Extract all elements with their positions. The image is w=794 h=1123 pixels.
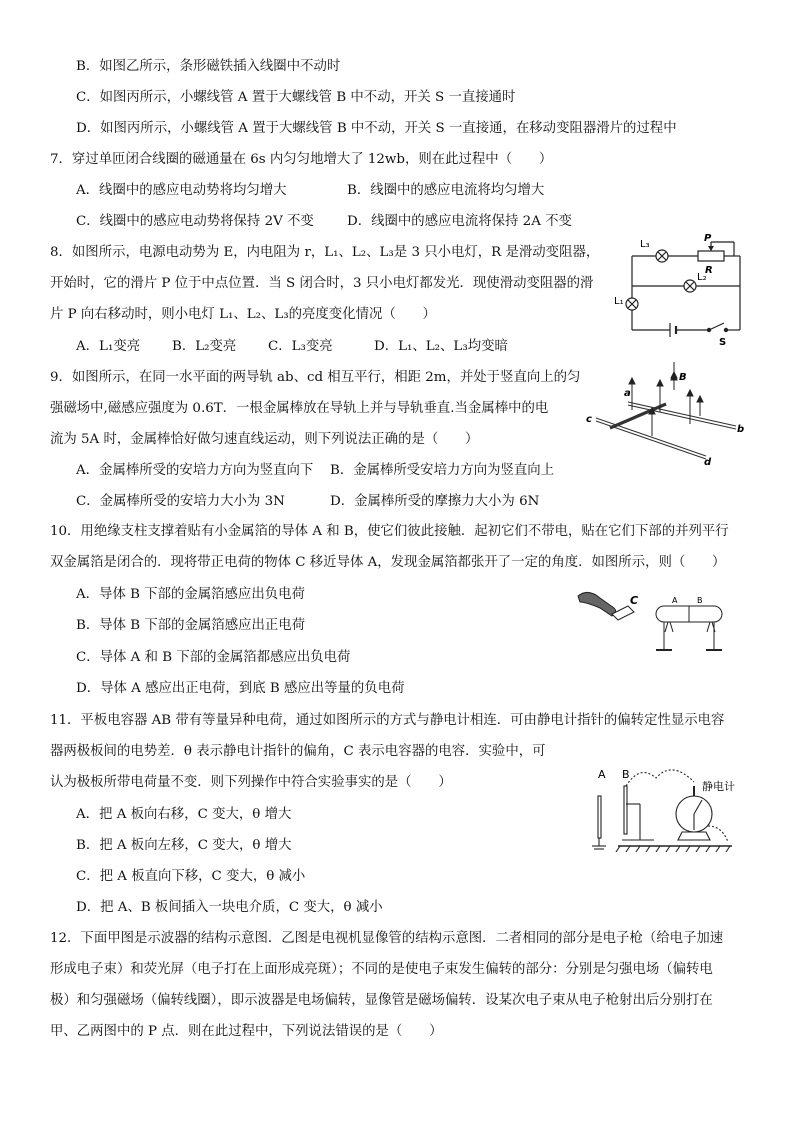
q8-fig-label-p: P	[704, 233, 712, 244]
q11-option-d: D．把 A、B 板间插入一块电介质，C 变大，θ 减小	[76, 900, 383, 915]
q8-option-c: C．L₃变亮	[268, 339, 333, 354]
q10-stem-line-1: 10．用绝缘支柱支撑着贴有小金属箔的导体 A 和 B，使它们彼此接触．起初它们不带电，贴在它们下部的并列平行	[50, 524, 729, 539]
q7-stem: 7．穿过单匝闭合线圈的磁通量在 6s 内匀匀地增大了 12wb，则在此过程中（ ）	[50, 152, 553, 167]
q12-stem-line-4: 甲、乙两图中的 P 点．则在此过程中，下列说法错误的是（ ）	[50, 1024, 443, 1039]
q9-option-b: B．金属棒所受安培力方向为竖直向上	[330, 463, 555, 478]
q8-fig-label-l3: L₃	[640, 239, 650, 250]
q8-stem-line-2: 开始时，它的滑片 P 位于中点位置．当 S 闭合时，3 只小电灯都发光．现使滑动变阻器的滑	[50, 276, 594, 291]
q9-option-d: D．金属棒所受的摩擦力大小为 6N	[330, 494, 540, 509]
q8-option-a: A．L₁变亮	[76, 339, 141, 354]
q10-option-c: C．导体 A 和 B 下部的金属箔都感应出负电荷	[76, 650, 351, 665]
q10-fig-label-b: B	[697, 596, 703, 605]
q9-stem-line-2: 强磁场中,磁感应强度为 0.6T．一根金属棒放在导轨上并与导轨垂直.当金属棒中的电	[50, 401, 549, 416]
q9-fig-label-B: B	[679, 372, 687, 383]
q10-option-a: A．导体 B 下部的金属箔感应出负电荷	[76, 587, 305, 602]
q8-option-d: D．L₁、L₂、L₃均变暗	[374, 339, 508, 354]
q8-stem-line-3: 片 P 向右移动时，则小电灯 L₁、L₂、L₃的亮度变化情况（ ）	[50, 307, 436, 322]
q12-stem-line-1: 12．下面甲图是示波器的结构示意图．乙图是电视机显像管的结构示意图．二者相同的部分是电子枪（给电子加速	[50, 931, 724, 946]
q9-fig-label-a: a	[624, 388, 631, 399]
q11-option-c: C．把 A 板直向下移，C 变大，θ 减小	[76, 869, 306, 884]
q11-fig-label-a: A	[598, 768, 606, 781]
q11-stem-line-2: 器两极板间的电势差．θ 表示静电计指针的偏角，C 表示电容器的电容．实验中，可	[50, 744, 546, 759]
q7-option-d: D．线圈中的感应电流将保持 2A 不变	[347, 214, 572, 229]
q11-fig-label-b: B	[622, 768, 630, 781]
q6-option-c: C．如图丙所示，小螺线管 A 置于大螺线管 B 中不动，开关 S 一直接通时	[76, 90, 516, 105]
q9-stem-line-1: 9．如图所示，在同一水平面的两导轨 ab、cd 相互平行，相距 2m，并处于竖直向上的匀	[50, 370, 581, 385]
q9-option-c: C．金属棒所受的安培力大小为 3N	[76, 494, 285, 509]
q9-fig-label-c: c	[586, 414, 592, 425]
q9-fig-label-b: b	[737, 424, 745, 435]
q10-stem-line-2: 双金属箔是闭合的．现将带正电荷的物体 C 移近导体 A，发现金属箔都张开了一定的角度．如图所示，则（ ）	[50, 555, 726, 570]
q8-fig-label-s: S	[719, 337, 727, 348]
q9-fig-label-d: d	[704, 457, 712, 468]
q11-fig-label-meter: 静电计	[702, 780, 735, 793]
q6-option-d: D．如图丙所示，小螺线管 A 置于大螺线管 B 中不动，开关 S 一直接通，在移动变阻器滑片的过程中	[76, 121, 677, 136]
q8-stem-line-1: 8．如图所示，电源电动势为 E，内电阻为 r，L₁、L₂、L₃是 3 只小电灯，R 是滑动变阻器，	[50, 245, 600, 260]
q9-rails-figure	[582, 366, 748, 470]
q10-option-b: B．导体 B 下部的金属箔感应出正电荷	[76, 618, 306, 633]
q7-option-a: A．线圈中的感应电动势将均匀增大	[76, 183, 287, 198]
q8-circuit-figure	[612, 233, 748, 348]
q8-option-b: B．L₂变亮	[172, 339, 237, 354]
q11-stem-line-3: 认为极板所带电荷量不变．则下列操作中符合实验事实的是（ ）	[50, 775, 452, 790]
q12-stem-line-2: 形成电子束）和荧光屏（电子打在上面形成亮斑）；不同的是使电子束发生偏转的部分：分别是匀强电场（偏转电	[50, 962, 713, 977]
q7-option-c: C．线圈中的感应电动势将保持 2V 不变	[76, 214, 314, 229]
q8-fig-label-l2: L₂	[697, 272, 707, 283]
q11-option-a: A．把 A 板向右移，C 变大，θ 增大	[76, 807, 292, 822]
q10-fig-label-a: A	[672, 596, 678, 605]
q10-conductors-figure	[572, 584, 736, 660]
q11-stem-line-1: 11．平板电容器 AB 带有等量异种电荷，通过如图所示的方式与静电计相连．可由静电计指针的偏转定性显示电容	[50, 713, 725, 728]
q6-option-b: B．如图乙所示，条形磁铁插入线圈中不动时	[76, 59, 341, 74]
q9-stem-line-3: 流为 5A 时，金属棒恰好做匀速直线运动，则下列说法正确的是（ ）	[50, 432, 479, 447]
q10-option-d: D．导体 A 感应出正电荷，到底 B 感应出等量的负电荷	[76, 681, 405, 696]
q7-option-b: B．线圈中的感应电流将均匀增大	[347, 183, 545, 198]
q9-option-a: A．金属棒所受的安培力方向为竖直向下	[76, 463, 314, 478]
q8-fig-label-r: R	[705, 265, 713, 276]
q10-fig-label-c: C	[630, 594, 639, 607]
q8-fig-label-l1: L₁	[614, 296, 624, 307]
q11-capacitor-figure	[582, 764, 742, 856]
q12-stem-line-3: 极）和匀强磁场（偏转线圈），即示波器是电场偏转，显像管是磁场偏转．设某次电子束从电子枪射出后分别打在	[50, 993, 713, 1008]
q11-option-b: B．把 A 板向左移，C 变大，θ 增大	[76, 838, 292, 853]
